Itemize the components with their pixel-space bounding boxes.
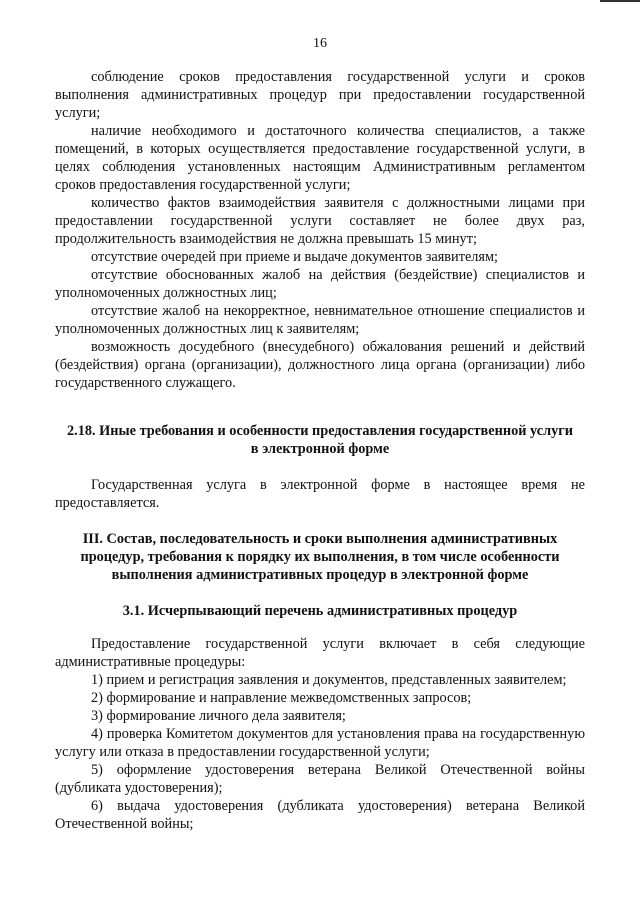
paragraph-no-queues: отсутствие очередей при приеме и выдаче документов заявителям;	[91, 249, 499, 265]
top-edge-rule	[600, 0, 640, 2]
page-number: 16	[313, 36, 327, 51]
procedure-item-4: 4) проверка Комитетом документов для установления права на государственную услугу или отказа в предоставлении государственной услуги;	[55, 726, 585, 760]
chapter-3-heading	[55, 530, 585, 584]
section-2-18-text: Государственная услуга в электронной форме в настоящее время не предоставляется.	[55, 477, 585, 511]
chapter-3-heading-line1: III. Состав, последовательность и сроки выполнения административных	[82, 531, 558, 547]
paragraph-interactions: количество фактов взаимодействия заявителя с должностными лицами при предоставлении государственной услуги составляет не более двух раз, продолжительность взаимодействия не должна превышать 15 минут;	[55, 195, 585, 247]
paragraph-deadlines: соблюдение сроков предоставления государственной услуги и сроков выполнения административных процедур при предоставлении государственной услуги;	[55, 69, 585, 121]
document-body	[55, 68, 585, 833]
section-3-1-intro: Предоставление государственной услуги включает в себя следующие административные процедуры:	[55, 636, 585, 670]
procedure-item-1: 1) прием и регистрация заявления и документов, представленных заявителем;	[91, 672, 567, 688]
section-2-18-heading	[55, 422, 585, 458]
procedure-item-3: 3) формирование личного дела заявителя;	[91, 708, 346, 724]
section-2-18-heading-line2: в электронной форме	[250, 441, 390, 457]
procedure-item-6: 6) выдача удостоверения (дубликата удостоверения) ветерана Великой Отечественной войны;	[55, 798, 585, 832]
section-3-1-heading: 3.1. Исчерпывающий перечень административных процедур	[122, 603, 518, 619]
procedure-item-5: 5) оформление удостоверения ветерана Великой Отечественной войны (дубликата удостоверения);	[55, 762, 585, 796]
paragraph-no-complaints: отсутствие обоснованных жалоб на действия (бездействие) специалистов и уполномоченных должностных лиц;	[55, 267, 585, 301]
paragraph-no-incorrect-treatment: отсутствие жалоб на некорректное, невнимательное отношение специалистов и уполномоченных должностных лиц к заявителям;	[55, 303, 585, 337]
chapter-3-heading-line2: процедур, требования к порядку их выполнения, в том числе особенности	[80, 549, 560, 565]
chapter-3-heading-line3: выполнения административных процедур в электронной форме	[111, 567, 529, 583]
section-2-18-heading-line1: 2.18. Иные требования и особенности предоставления государственной услуги	[66, 423, 574, 439]
paragraph-specialists: наличие необходимого и достаточного количества специалистов, а также помещений, в которых осуществляется предоставление государственной услуги, в целях соблюдения установленных настоящим Административным регламентом сроков предоставления государственной услуги;	[55, 123, 585, 193]
procedure-item-2: 2) формирование и направление межведомственных запросов;	[91, 690, 472, 706]
paragraph-appeal: возможность досудебного (внесудебного) обжалования решений и действий (бездействия) органа (организации), должностного лица органа (организации) либо государственного служащего.	[55, 339, 585, 391]
